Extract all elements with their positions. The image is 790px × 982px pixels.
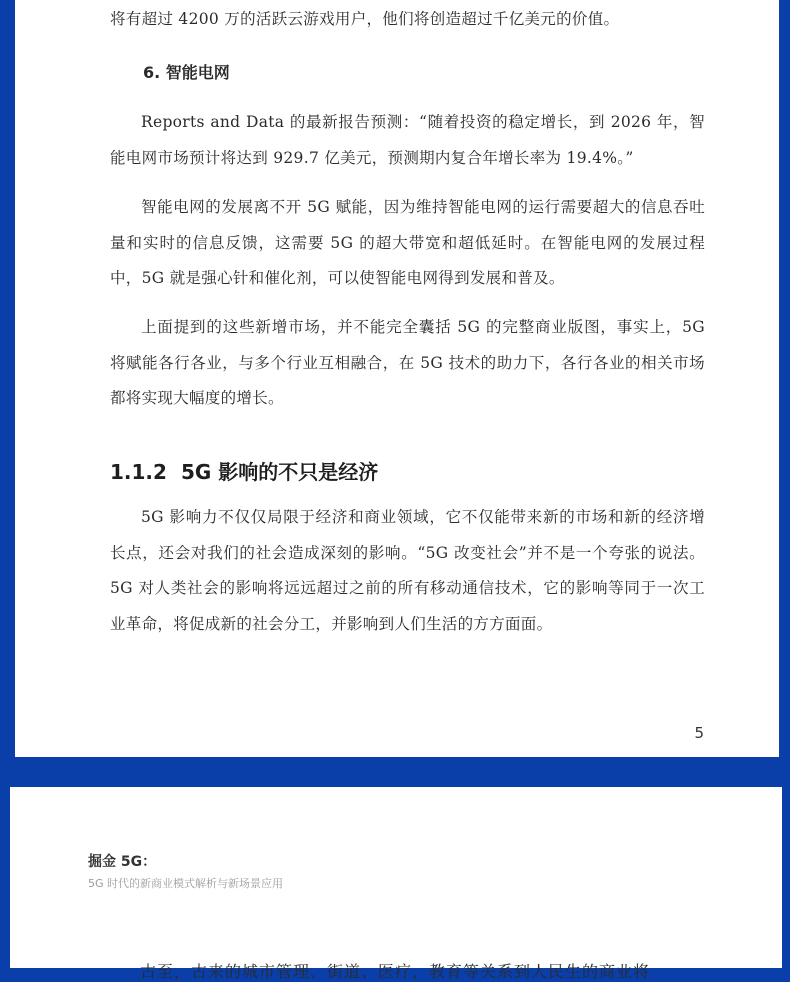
paragraph-new-markets: 上面提到的这些新增市场，并不能完全囊括 5G 的完整商业版图，事实上，5G 将赋能各行各业，与多个行业互相融合，在 5G 技术的助力下，各行各业的相关市场都将实现大幅度的增长。 (110, 318, 705, 407)
partially-visible-text-line: 古至，古来的城市管理、街道、医疗，教育等关系到人民生的商业将 (140, 962, 651, 981)
subheading-smart-grid: 6. 智能电网 (143, 63, 230, 82)
section-title-text: 5G 影响的不只是经济 (180, 460, 379, 484)
running-header (88, 851, 283, 891)
paragraph-reports-and-data: Reports and Data 的最新报告预测：“随着投资的稳定增长，到 2026 年，智能电网市场预计将达到 929.7 亿美元，预测期内复合年增长率为 19.4%。” (110, 113, 705, 167)
book-page-5 (15, 0, 779, 757)
section-heading (110, 456, 378, 485)
section-number: 1.1.2 (110, 460, 167, 484)
book-page-next (10, 787, 782, 981)
page-number: 5 (694, 724, 704, 742)
paragraph-smart-grid-5g: 智能电网的发展离不开 5G 赋能，因为维持智能电网的运行需要超大的信息吞吐量和实时的信息反馈，这需要 5G 的超大带宽和超低延时。在智能电网的发展过程中，5G 就是强心针和催化剂，可以使智能电网得到发展和普及。 (110, 198, 705, 287)
book-subtitle: 5G 时代的新商业模式解析与新场景应用 (88, 877, 284, 890)
continuation-paragraph: 将有超过 4200 万的活跃云游戏用户，他们将创造超过千亿美元的价值。 (110, 10, 620, 28)
paragraph-5g-society: 5G 影响力不仅仅局限于经济和商业领域，它不仅能带来新的市场和新的经济增长点，还会对我们的社会造成深刻的影响。“5G 改变社会”并不是一个夸张的说法。5G 对人类社会的影响将远远超过之前的所有移动通信技术，它的影响等同于一次工业革命，将促成新的社会分工，并影响到人们生活的方方面面。 (110, 508, 705, 633)
book-title: 掘金 5G： (88, 854, 157, 870)
